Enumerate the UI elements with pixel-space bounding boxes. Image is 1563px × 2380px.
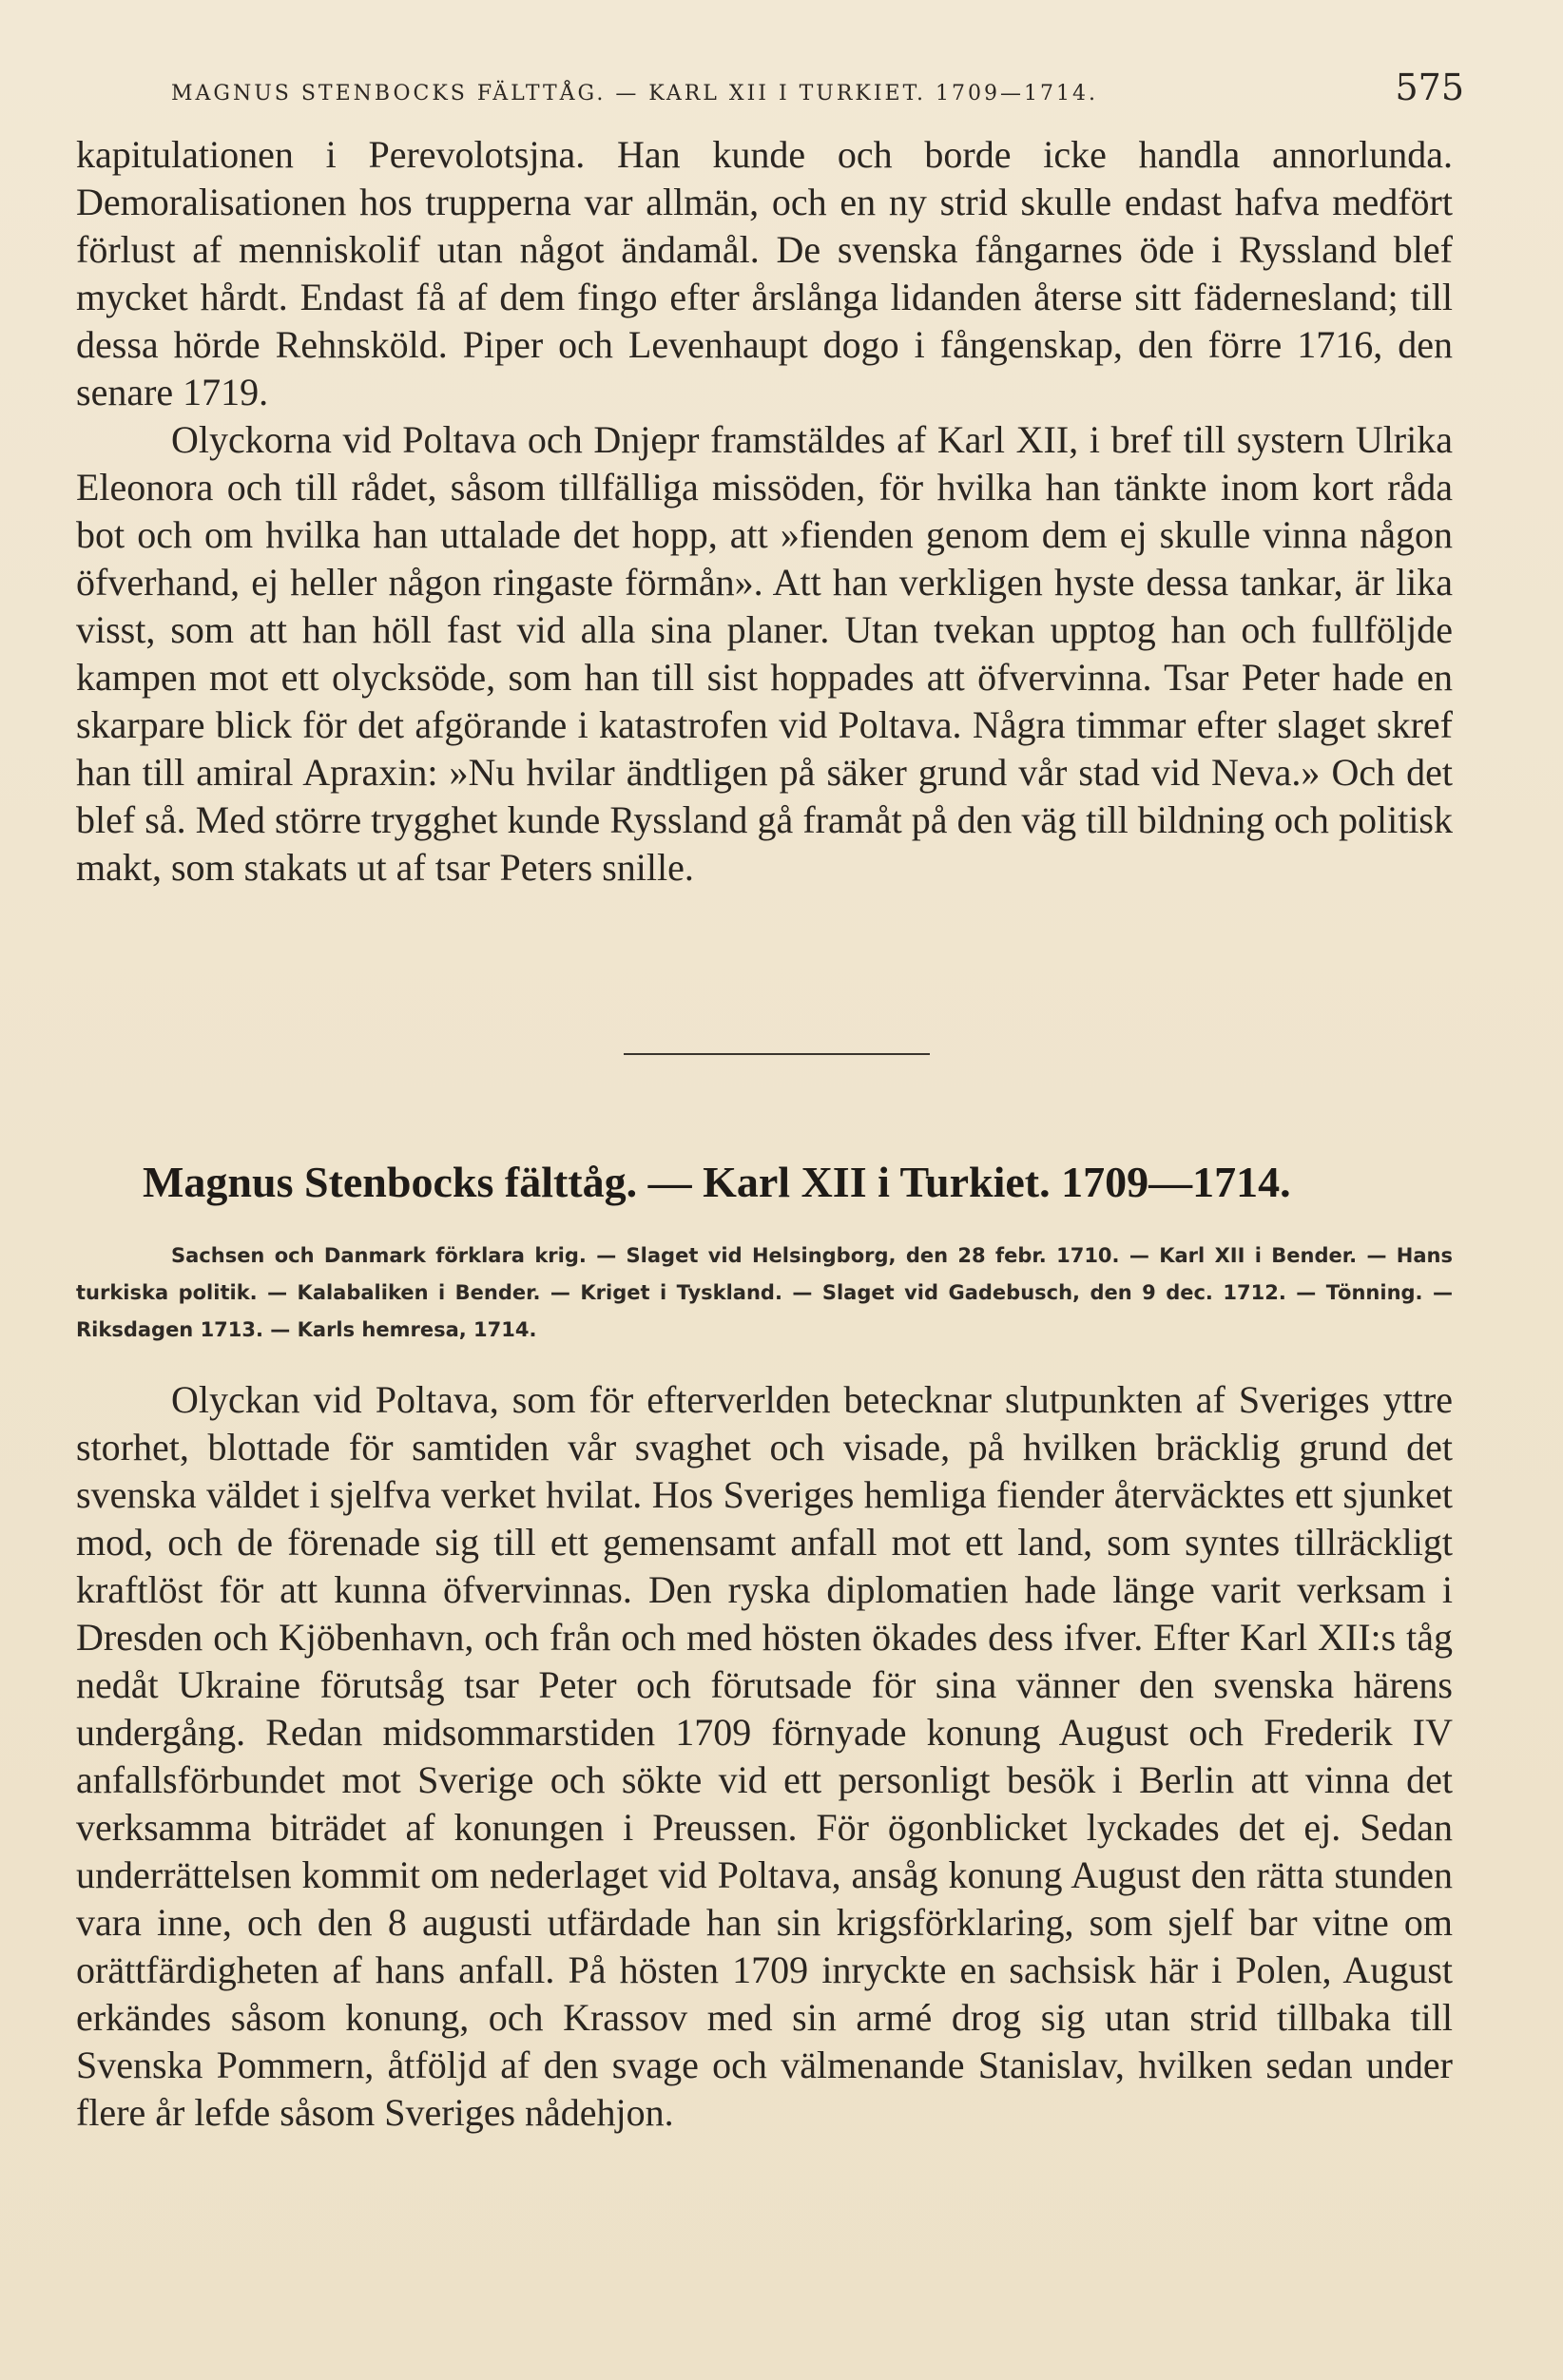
running-head — [76, 61, 1464, 118]
running-head-title: MAGNUS STENBOCKS FÄLTTÅG. — KARL XII I TURKIET. 1709—1714. — [171, 82, 1098, 106]
section-divider — [624, 1053, 930, 1055]
page-number: 575 — [1395, 67, 1464, 108]
paragraph: Olyckorna vid Poltava och Dnjepr framstäldes af Karl XII, i bref till systern Ulrika Eleonora och till rådet, såsom tillfälliga missöden, för hvilka han tänkte inom kort råda bot och om hvilka han uttalade det hopp, att »fienden genom dem ej skulle vinna någon öfverhand, ej heller någon ringaste förmån». Att han verkligen hyste dessa tankar, är lika visst, som att han höll fast vid alla sina planer. Utan tvekan upptog han och fullföljde kampen mot ett olycksöde, som han till sist hoppades att öfvervinna. Tsar Peter hade en skarpare blick för det afgörande i katastrofen vid Poltava. Några timmar efter slaget skref han till amiral Apraxin: »Nu hvilar ändtligen på säker grund vår stad vid Neva.» Och det blef så. Med större trygghet kunde Ryssland gå framåt på den väg till bildning och politisk makt, som stakats ut af tsar Peters snille. — [76, 418, 1453, 889]
section-body-text — [76, 1376, 1453, 2137]
summary-text: Sachsen och Danmark förklara krig. — Slaget vid Helsingborg, den 28 febr. 1710. — Karl XII i Bender. — Hans turkiska politik. — Kalabaliken i Bender. — Kriget i Tyskland. — Slaget vid Gadebusch, den 9 dec. 1712. — Tönning. — Riksdagen 1713. — Karls hemresa, 1714. — [76, 1244, 1453, 1341]
paragraph: Olyckan vid Poltava, som för efterverlden betecknar slutpunkten af Sveriges yttre storhet, blottade för samtiden vår svaghet och visade, på hvilken bräcklig grund det svenska väldet i sjelfva verket hvilat. Hos Sveriges hemliga fiender återväcktes ett sjunket mod, och de förenade sig till ett gemensamt anfall mot ett land, som syntes tillräckligt kraftlöst för att kunna öfvervinnas. Den ryska diplomatien hade länge varit verksam i Dresden och Kjöbenhavn, och från och med hösten ökades dess ifver. Efter Karl XII:s tåg nedåt Ukraine förutsåg tsar Peter och förutsade för sina vänner den svenska härens undergång. Redan midsommarstiden 1709 förnyade konung August och Frederik IV anfallsförbundet mot Sverige och sökte vid ett personligt besök i Berlin att vinna det verksamma biträdet af konungen i Preussen. För ögonblicket lyckades det ej. Sedan underrättelsen kommit om nederlaget vid Poltava, ansåg konung August den rätta stunden vara inne, och den 8 augusti utfärdade han sin krigsförklaring, som sjelf bar vitne om orättfärdigheten af hans anfall. På hösten 1709 inryckte en sachsisk här i Polen, August erkändes såsom konung, och Krassov med sin armé drog sig utan strid tillbaka till Svenska Pommern, åtföljd af den svage och välmenande Stanislav, hvilken sedan under flere år lefde såsom Sveriges nådehjon. — [76, 1378, 1453, 2134]
section-summary — [76, 1238, 1453, 1349]
paragraph: kapitulationen i Perevolotsjna. Han kunde och borde icke handla annorlunda. Demoralisationen hos trupperna var allmän, och en ny strid skulle endast hafva medfört förlust af menniskolif utan något ändamål. De svenska fångarnes öde i Ryssland blef mycket hårdt. Endast få af dem fingo efter årslånga lidanden återse sitt fädernesland; till dessa hörde Rehnsköld. Piper och Levenhaupt dogo i fångenskap, den förre 1716, den senare 1719. — [76, 133, 1453, 413]
section-title: Magnus Stenbocks fälttåg. — Karl XII i Turkiet. 1709—1714. — [143, 1158, 1291, 1206]
chapter-end-text — [76, 131, 1453, 892]
